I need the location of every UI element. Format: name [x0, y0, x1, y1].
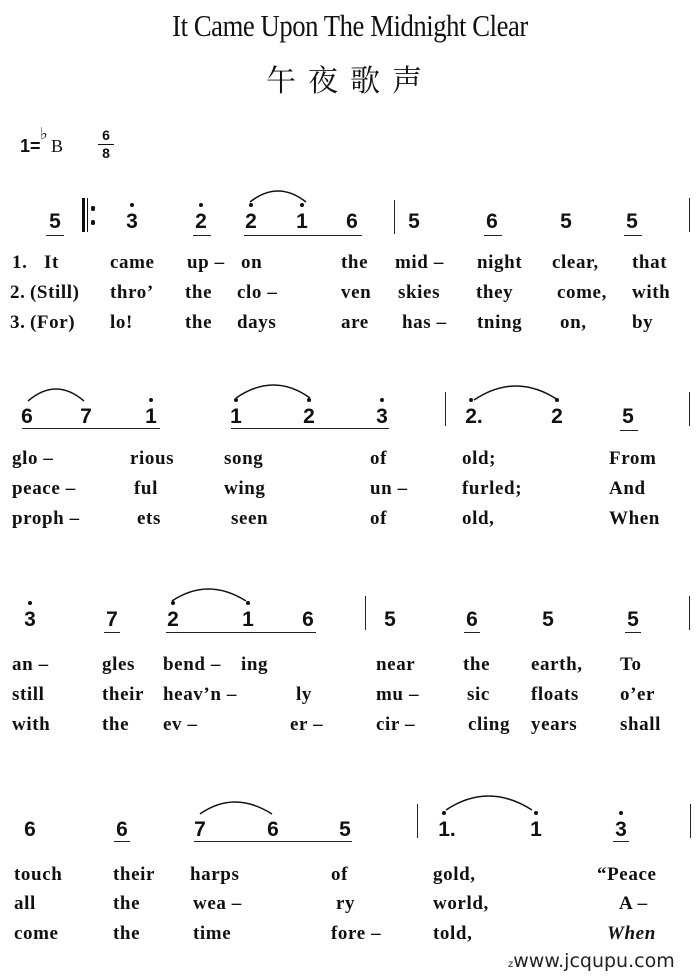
lyric: cir – [376, 714, 416, 735]
note: 2 [547, 405, 567, 429]
note: 2 [163, 608, 183, 632]
note: 5 [627, 608, 639, 631]
lyric: they [476, 282, 514, 303]
lyric: peace – [12, 478, 76, 499]
note: 5 [408, 210, 420, 233]
lyric: bend – [163, 654, 221, 675]
note: 1 [526, 818, 546, 842]
lyric: furled; [462, 478, 523, 499]
lyric: wing [224, 478, 266, 499]
lyric: It [44, 252, 59, 273]
slur [234, 380, 314, 400]
lyric: mu – [376, 684, 420, 705]
note: 5 [626, 210, 638, 233]
lyric: old; [462, 448, 497, 469]
lyric: the [102, 714, 130, 735]
lyric: the [185, 312, 213, 333]
note: 1. [437, 818, 457, 842]
lyric: the [341, 252, 369, 273]
underline [193, 235, 211, 236]
lyric: thro’ [110, 282, 154, 303]
key-note: B [51, 136, 64, 156]
note: 1 [141, 405, 161, 429]
lyric: come [14, 923, 59, 944]
underline [484, 235, 502, 236]
lyric: are [341, 312, 369, 333]
note: 2 [191, 210, 211, 234]
watermark: zwww.jcqupu.com [508, 950, 675, 972]
note: 5 [339, 818, 351, 841]
lyric: gles [102, 654, 136, 675]
note: 6 [302, 608, 314, 631]
lyric: earth, [531, 654, 583, 675]
note: 6 [116, 818, 128, 841]
lyric: the [113, 923, 141, 944]
lyric: near [376, 654, 416, 675]
lyric: of [331, 864, 349, 885]
lyric: touch [14, 864, 63, 885]
underline [166, 632, 316, 633]
barline [689, 392, 690, 426]
lyric: “Peace [597, 864, 657, 885]
lyric: o’er [620, 684, 656, 705]
lyric: harps [190, 864, 240, 885]
lyric: un – [370, 478, 408, 499]
lyric: the [463, 654, 491, 675]
lyric: clo – [237, 282, 278, 303]
lyric: floats [531, 684, 579, 705]
lyric: shall [620, 714, 662, 735]
lyric: world, [433, 893, 489, 914]
lyric: ev – [163, 714, 198, 735]
lyric: night [477, 252, 523, 273]
lyric: glo – [12, 448, 54, 469]
chinese-title: 午夜歌声 [266, 64, 434, 99]
lyric: ets [137, 508, 161, 529]
note: 1 [238, 608, 258, 632]
note: 6 [346, 210, 358, 233]
lyric: with [12, 714, 51, 735]
lyric: that [632, 252, 668, 273]
note: 5 [560, 210, 572, 233]
verse-number: 1. [12, 252, 28, 273]
lyric: still [12, 684, 45, 705]
lyric: of [370, 508, 388, 529]
underline [613, 841, 629, 842]
slur [248, 186, 308, 204]
lyric: song [224, 448, 264, 469]
lyric: lo! [110, 312, 133, 333]
note: 6 [486, 210, 498, 233]
key-signature [20, 126, 64, 157]
underline [22, 428, 160, 429]
lyric: sic [467, 684, 490, 705]
lyric: up – [187, 252, 225, 273]
underline [114, 841, 130, 842]
lyric: told, [433, 923, 473, 944]
barline [689, 596, 690, 630]
note: 6 [21, 405, 33, 428]
lyric: by [632, 312, 654, 333]
lyric: (For) [30, 312, 76, 333]
lyric: has – [402, 312, 447, 333]
lyric: on [241, 252, 263, 273]
lyric: on, [560, 312, 587, 333]
lyric: ly [296, 684, 312, 705]
underline [104, 632, 120, 633]
note: 3 [20, 608, 40, 632]
underline [244, 235, 362, 236]
lyric: days [237, 312, 277, 333]
lyric: clear, [552, 252, 599, 273]
lyric: come, [557, 282, 607, 303]
lyric: When [607, 923, 656, 944]
lyric: (Still) [30, 282, 80, 303]
barline [394, 200, 395, 234]
lyric: all [14, 893, 36, 914]
lyric: From [609, 448, 657, 469]
underline [46, 235, 64, 236]
barline [365, 596, 366, 630]
note: 2 [241, 210, 261, 234]
slur [26, 383, 88, 403]
time-top: 6 [102, 127, 110, 143]
lyric: To [620, 654, 642, 675]
lyric: the [113, 893, 141, 914]
note: 7 [80, 405, 92, 428]
flat-icon: ♭ [40, 126, 48, 143]
note: 7 [194, 818, 206, 841]
barline [690, 804, 691, 838]
lyric: er – [290, 714, 324, 735]
key-equals: = [30, 136, 41, 156]
lyric: old, [462, 508, 495, 529]
underline [620, 430, 638, 431]
slur [472, 380, 562, 402]
lyric: heav’n – [163, 684, 237, 705]
barline [417, 804, 418, 838]
note: 2. [464, 405, 484, 429]
note: 2 [299, 405, 319, 429]
barline [689, 198, 690, 232]
lyric: tning [477, 312, 523, 333]
lyric: rious [130, 448, 175, 469]
key-tonic: 1 [20, 136, 31, 156]
lyric: their [102, 684, 145, 705]
note: 5 [384, 608, 396, 631]
lyric: of [370, 448, 388, 469]
note: 6 [267, 818, 279, 841]
lyric: proph – [12, 508, 80, 529]
lyric: A – [619, 893, 648, 914]
lyric: years [531, 714, 578, 735]
lyric: wea – [193, 893, 242, 914]
lyric: seen [231, 508, 269, 529]
underline [464, 632, 480, 633]
lyric: came [110, 252, 155, 273]
note: 3 [611, 818, 631, 842]
note: 1 [226, 405, 246, 429]
lyric: mid – [395, 252, 444, 273]
barline [445, 392, 446, 426]
lyric: ven [341, 282, 372, 303]
verse-number: 3. [10, 312, 26, 333]
note: 6 [466, 608, 478, 631]
note: 7 [106, 608, 118, 631]
note: 5 [542, 608, 554, 631]
note: 3 [372, 405, 392, 429]
note: 3 [122, 210, 142, 234]
lyric: their [113, 864, 156, 885]
underline [194, 841, 352, 842]
lyric: And [609, 478, 646, 499]
note: 5 [49, 210, 61, 233]
note: 1 [292, 210, 312, 234]
lyric: gold, [433, 864, 476, 885]
underline [624, 235, 642, 236]
lyric: with [632, 282, 671, 303]
lyric: fore – [331, 923, 382, 944]
lyric: skies [398, 282, 441, 303]
time-bottom: 8 [102, 145, 110, 161]
time-signature [98, 128, 114, 161]
note: 6 [24, 818, 36, 841]
lyric: ry [336, 893, 356, 914]
slur [198, 796, 276, 816]
lyric: ing [241, 654, 269, 675]
slur [170, 583, 250, 603]
slur [444, 790, 536, 812]
note: 5 [622, 405, 634, 428]
lyric: When [609, 508, 660, 529]
lyric: an – [12, 654, 49, 675]
verse-number: 2. [10, 282, 26, 303]
lyric: cling [468, 714, 511, 735]
underline [231, 428, 389, 429]
song-title: It Came Upon The Midnight Clear [172, 8, 528, 43]
lyric: ful [134, 478, 158, 499]
underline [625, 632, 641, 633]
lyric: the [185, 282, 213, 303]
lyric: time [193, 923, 232, 944]
